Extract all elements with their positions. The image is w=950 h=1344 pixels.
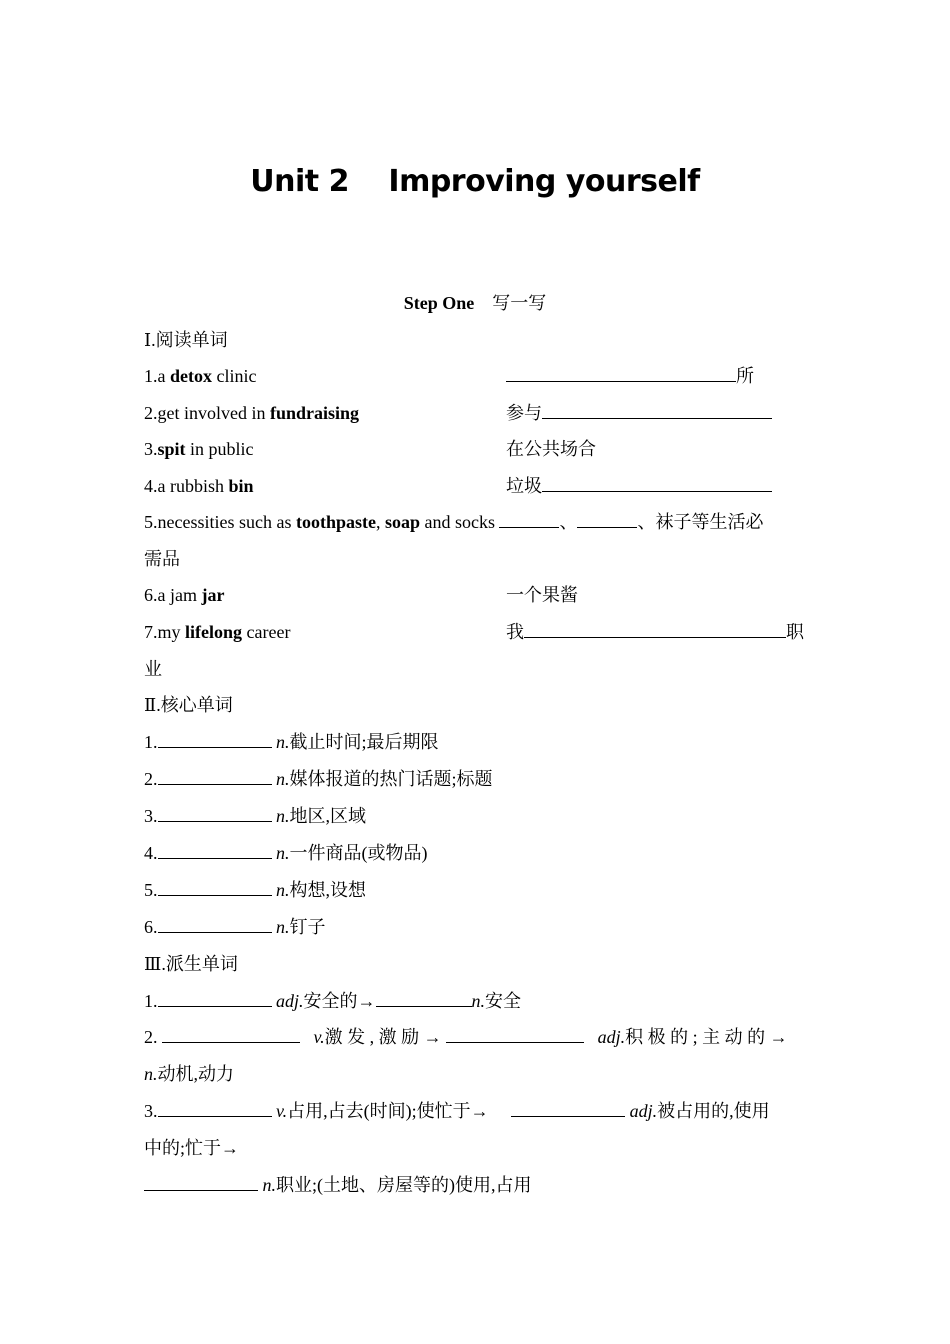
section1-item-4-answer: 垃圾	[506, 473, 772, 499]
answer-blank[interactable]	[158, 988, 272, 1007]
answer-blank[interactable]	[162, 1024, 300, 1043]
section3-item-3-wrap: 中的;忙于→	[144, 1138, 240, 1158]
section1-item-3: 3.spit in public	[144, 439, 254, 459]
section3-item-3-last: n.职业;(土地、房屋等的)使用,占用	[144, 1172, 532, 1198]
section1-item-5-wrap: 需品	[144, 549, 180, 569]
answer-blank[interactable]	[511, 1098, 625, 1117]
answer-blank[interactable]	[542, 400, 772, 419]
answer-blank[interactable]	[524, 619, 786, 638]
section3-item-1: 1. adj.安全的→ n.安全	[144, 988, 521, 1014]
answer-blank[interactable]	[158, 1098, 272, 1117]
section1-item-1: 1.a detox clinic	[144, 366, 257, 386]
section2-item-2: 2. n.媒体报道的热门话题;标题	[144, 766, 493, 792]
page-title: Unit 2 Improving yourself	[250, 164, 700, 199]
answer-blank[interactable]	[158, 729, 272, 748]
section2-item-1: 1. n.截止时间;最后期限	[144, 729, 439, 755]
section3-heading: Ⅲ.派生单词	[144, 954, 238, 974]
section1-item-5: 5.necessities such as toothpaste, soap and socks 、 、袜子等生活必	[144, 509, 763, 535]
answer-blank[interactable]	[542, 473, 772, 492]
section1-item-6: 6.a jam jar	[144, 585, 225, 605]
answer-blank[interactable]	[158, 803, 272, 822]
answer-blank[interactable]	[158, 766, 272, 785]
answer-blank[interactable]	[577, 509, 637, 528]
answer-blank[interactable]	[158, 877, 272, 896]
section2-item-6: 6. n.钉子	[144, 914, 326, 940]
section1-item-7-answer: 我 职	[506, 619, 804, 645]
section1-item-1-answer: 所	[506, 363, 754, 389]
answer-blank[interactable]	[376, 988, 472, 1007]
answer-blank[interactable]	[499, 509, 559, 528]
section3-item-2: 2. v.激 发 , 激 励 → adj.积 极 的 ; 主 动 的 →	[144, 1024, 788, 1050]
section1-item-2-answer: 参与	[506, 400, 772, 426]
section3-item-3: 3. v.占用,占去(时间);使忙于→ adj.被占用的,使用	[144, 1098, 770, 1124]
step-heading	[0, 290, 950, 316]
answer-blank[interactable]	[158, 840, 272, 859]
section2-heading: Ⅱ.核心单词	[144, 695, 233, 715]
section2-item-5: 5. n.构想,设想	[144, 877, 366, 903]
section1-item-2: 2.get involved in fundraising	[144, 403, 360, 423]
section2-item-3: 3. n.地区,区域	[144, 803, 366, 829]
section1-item-7-wrap: 业	[144, 659, 162, 679]
answer-blank[interactable]	[158, 914, 272, 933]
step-cn: 写一写	[492, 293, 547, 313]
section1-heading: Ⅰ.阅读单词	[144, 330, 228, 350]
section2-item-4: 4. n.一件商品(或物品)	[144, 840, 428, 866]
section1-item-7: 7.my lifelong career	[144, 622, 291, 642]
section3-item-2-wrap: n.动机,动力	[144, 1064, 234, 1084]
step-label: Step One	[403, 293, 475, 313]
section1-item-3-answer: 在公共场合	[506, 439, 596, 459]
section1-item-6-answer: 一个果酱	[506, 585, 578, 605]
answer-blank[interactable]	[446, 1024, 584, 1043]
section1-item-4: 4.a rubbish bin	[144, 476, 254, 496]
answer-blank[interactable]	[144, 1172, 258, 1191]
answer-blank[interactable]	[506, 363, 736, 382]
